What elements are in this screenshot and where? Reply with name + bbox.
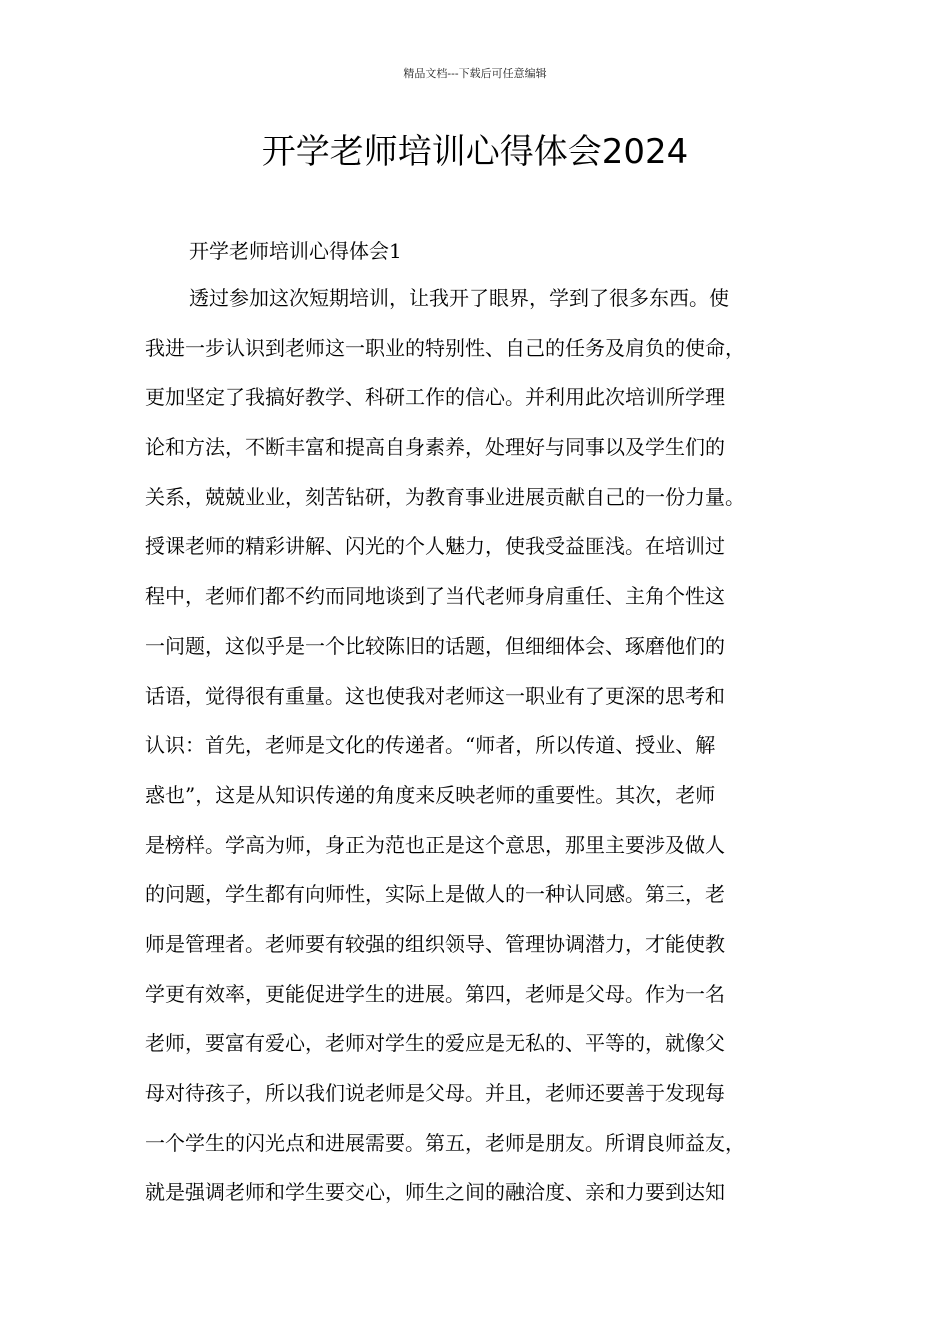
body-line: 的问题，学生都有向师性，实际上是做人的一种认同感。第三，老 (145, 882, 725, 907)
body-line: 学更有效率，更能促进学生的进展。第四，老师是父母。作为一名 (145, 981, 725, 1006)
page-header-note: 精品文档---下载后可任意编辑 (403, 67, 547, 80)
body-text (145, 283, 825, 1227)
body-line: 就是强调老师和学生要交心，师生之间的融洽度、亲和力要到达知 (145, 1180, 725, 1205)
body-line: 一问题，这似乎是一个比较陈旧的话题，但细细体会、琢磨他们的 (145, 633, 725, 658)
body-line: 认识：首先，老师是文化的传递者。“师者，所以传道、授业、解 (145, 733, 716, 758)
body-line: 惑也”，这是从知识传递的角度来反映老师的重要性。其次，老师 (145, 782, 716, 807)
body-line: 程中，老师们都不约而同地谈到了当代老师身肩重任、主角个性这 (145, 584, 725, 609)
body-line: 论和方法，不断丰富和提高自身素养，处理好与同事以及学生们的 (145, 435, 725, 460)
body-line: 老师，要富有爱心，老师对学生的爱应是无私的、平等的，就像父 (145, 1031, 725, 1056)
body-line: 一个学生的闪光点和进展需要。第五，老师是朋友。所谓良师益友， (145, 1130, 745, 1155)
body-line: 是榜样。学高为师，身正为范也正是这个意思，那里主要涉及做人 (145, 832, 725, 857)
body-line: 话语，觉得很有重量。这也使我对老师这一职业有了更深的思考和 (145, 683, 725, 708)
body-line: 关系，兢兢业业，刻苦钻研，为教育事业进展贡献自己的一份力量。 (145, 484, 745, 509)
body-line: 透过参加这次短期培训，让我开了眼界，学到了很多东西。使 (189, 286, 729, 310)
body-line: 授课老师的精彩讲解、闪光的个人魅力，使我受益匪浅。在培训过 (145, 534, 725, 559)
document-title: 开学老师培训心得体会2024 (261, 132, 689, 172)
body-line: 更加坚定了我搞好教学、科研工作的信心。并利用此次培训所学理 (145, 385, 725, 410)
body-line: 师是管理者。老师要有较强的组织领导、管理协调潜力，才能使教 (145, 931, 725, 956)
body-line: 我进一步认识到老师这一职业的特别性、自己的任务及肩负的使命， (145, 335, 745, 360)
section-heading: 开学老师培训心得体会1 (189, 239, 402, 263)
body-line: 母对待孩子，所以我们说老师是父母。并且，老师还要善于发现每 (145, 1081, 725, 1105)
